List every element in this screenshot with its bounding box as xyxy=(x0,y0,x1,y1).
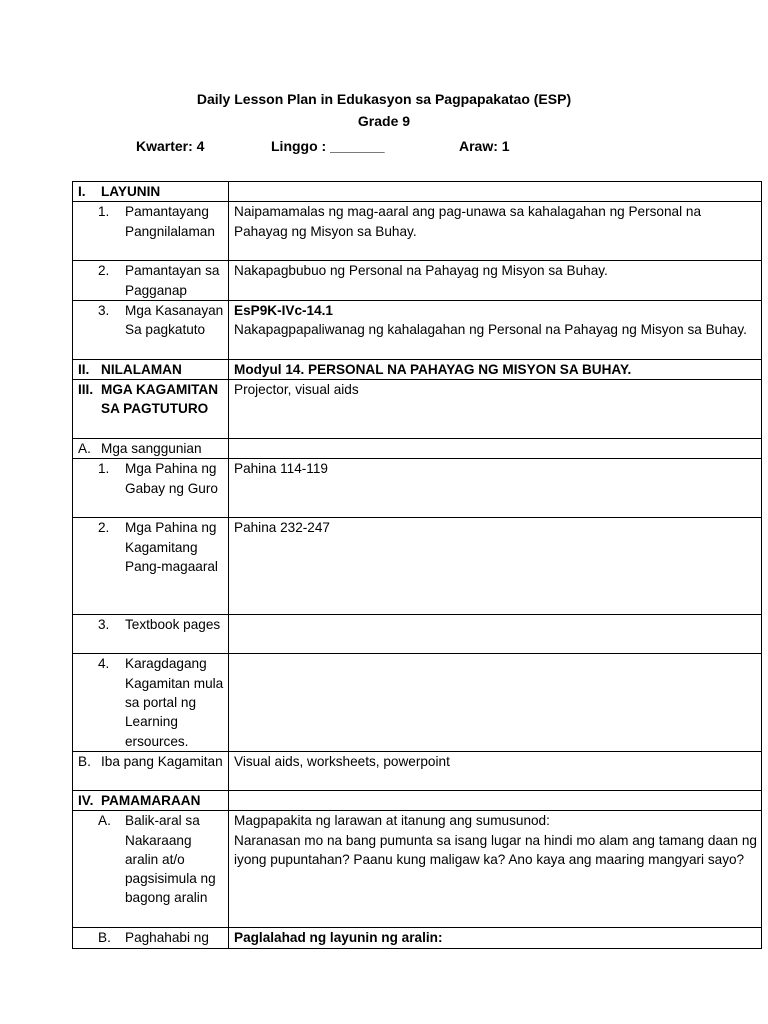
row-number: B. xyxy=(78,753,91,769)
table-row xyxy=(73,300,762,359)
row-label: Iba pang Kagamitan xyxy=(101,753,223,769)
row-number: 2. xyxy=(98,520,110,536)
table-row xyxy=(73,928,762,948)
row-content-cell xyxy=(229,202,762,261)
row-label-cell xyxy=(73,202,229,261)
row-content-cell xyxy=(229,928,762,948)
lesson-plan-table xyxy=(72,181,762,949)
row-label: Pamantayang Pangnilalaman xyxy=(125,204,215,239)
competency-code: EsP9K-IVc-14.1 xyxy=(234,302,333,318)
row-content-cell xyxy=(229,518,762,615)
row-number: 2. xyxy=(98,263,110,279)
row-label: Textbook pages xyxy=(125,617,221,633)
row-label-cell xyxy=(73,300,229,359)
row-number: 4. xyxy=(98,656,110,672)
row-content-cell xyxy=(229,359,762,379)
row-label-cell xyxy=(73,182,229,202)
row-label-cell xyxy=(73,439,229,459)
row-content-cell xyxy=(229,654,762,751)
table-row xyxy=(73,359,762,379)
row-content-cell xyxy=(229,811,762,928)
kwarter-label: Kwarter: 4 xyxy=(136,138,205,154)
row-label: Pamantayan sa Pagganap xyxy=(125,263,220,298)
row-content: Visual aids, worksheets, powerpoint xyxy=(234,753,450,769)
grade-level: Grade 9 xyxy=(357,113,411,129)
table-row xyxy=(73,811,762,928)
row-number: A. xyxy=(98,813,111,829)
row-label: Karagdagang Kagamitan mula sa portal ng Learning ersources. xyxy=(125,656,224,749)
table-row xyxy=(73,518,762,615)
table-row xyxy=(73,459,762,518)
row-label-cell xyxy=(73,518,229,615)
table-row xyxy=(73,654,762,751)
row-number: A. xyxy=(78,441,91,457)
row-content-cell xyxy=(229,261,762,301)
row-label-cell xyxy=(73,790,229,810)
row-content: Pahina 232-247 xyxy=(234,520,330,536)
row-content: Pahina 114-119 xyxy=(234,461,328,477)
table-row xyxy=(73,261,762,301)
row-content: Naranasan mo na bang pumunta sa isang lugar na hindi mo alam ang tamang daan ng iyong pupuntahan? Paanu kung maligaw ka? Ano kaya ang maaring mangyari sayo? xyxy=(234,832,757,867)
row-content: Nakapagbubuo ng Personal na Pahayag ng Misyon sa Buhay. xyxy=(234,263,608,279)
row-content: Paglalahad ng layunin ng aralin: xyxy=(234,930,443,946)
row-content-cell xyxy=(229,615,762,654)
row-label: Balik-aral sa Nakaraang aralin at/o pagsisimula ng bagong aralin xyxy=(125,813,216,906)
row-number: IV. xyxy=(78,792,94,808)
table-row xyxy=(73,751,762,790)
row-content-cell xyxy=(229,439,762,459)
section-heading-nilalaman: NILALAMAN xyxy=(101,361,182,377)
table-row xyxy=(73,439,762,459)
row-number: II. xyxy=(78,361,90,377)
row-number: B. xyxy=(98,930,111,946)
row-label: Mga Pahina ng Gabay ng Guro xyxy=(125,461,218,496)
row-label: Mga Pahina ng Kagamitang Pang-magaaral xyxy=(125,520,218,575)
table-row xyxy=(73,202,762,261)
row-content-cell xyxy=(229,182,762,202)
row-content: Projector, visual aids xyxy=(234,382,359,398)
row-number: 1. xyxy=(98,461,110,477)
row-label-cell xyxy=(73,615,229,654)
section-heading-pamamaraan: PAMAMARAAN xyxy=(101,792,201,808)
row-label-cell xyxy=(73,751,229,790)
table-row xyxy=(73,615,762,654)
section-heading-kagamitan: MGA KAGAMITAN SA PAGTUTURO xyxy=(101,382,219,417)
row-content-cell xyxy=(229,751,762,790)
table-row xyxy=(73,790,762,810)
row-content: Nakapagpapaliwanag ng kahalagahan ng Personal na Pahayag ng Misyon sa Buhay. xyxy=(234,322,747,338)
row-number: 3. xyxy=(98,302,110,318)
row-label-cell xyxy=(73,459,229,518)
row-number: III. xyxy=(78,382,94,398)
row-label: Paghahabi ng xyxy=(125,930,209,946)
row-label-cell xyxy=(73,654,229,751)
row-label: Mga Kasanayan Sa pagkatuto xyxy=(125,302,224,338)
row-content: Naipamamalas ng mag-aaral ang pag-unawa sa kahalagahan ng Personal na Pahayag ng Misyon sa Buhay. xyxy=(234,204,702,239)
row-number: 1. xyxy=(98,204,110,220)
row-content-cell xyxy=(229,380,762,439)
row-label-cell xyxy=(73,359,229,379)
table-row xyxy=(73,182,762,202)
row-label-cell xyxy=(73,261,229,301)
row-content-cell xyxy=(229,300,762,359)
document-title: Daily Lesson Plan in Edukasyon sa Pagpapakatao (ESP) xyxy=(196,91,572,107)
row-number: 3. xyxy=(98,617,110,633)
araw-label: Araw: 1 xyxy=(459,138,510,154)
row-content-intro: Magpapakita ng larawan at itanung ang sumusunod: xyxy=(234,813,550,829)
row-label-cell xyxy=(73,380,229,439)
linggo-label: Linggo : _______ xyxy=(271,138,385,154)
row-number: I. xyxy=(78,184,86,199)
row-content: Modyul 14. PERSONAL NA PAHAYAG NG MISYON SA BUHAY. xyxy=(234,361,632,377)
table-row xyxy=(73,380,762,439)
row-content-cell xyxy=(229,459,762,518)
row-label-cell xyxy=(73,811,229,928)
section-heading-layunin: LAYUNIN xyxy=(101,184,161,199)
row-label: Mga sanggunian xyxy=(101,441,202,457)
row-content-cell xyxy=(229,790,762,810)
row-label-cell xyxy=(73,928,229,948)
